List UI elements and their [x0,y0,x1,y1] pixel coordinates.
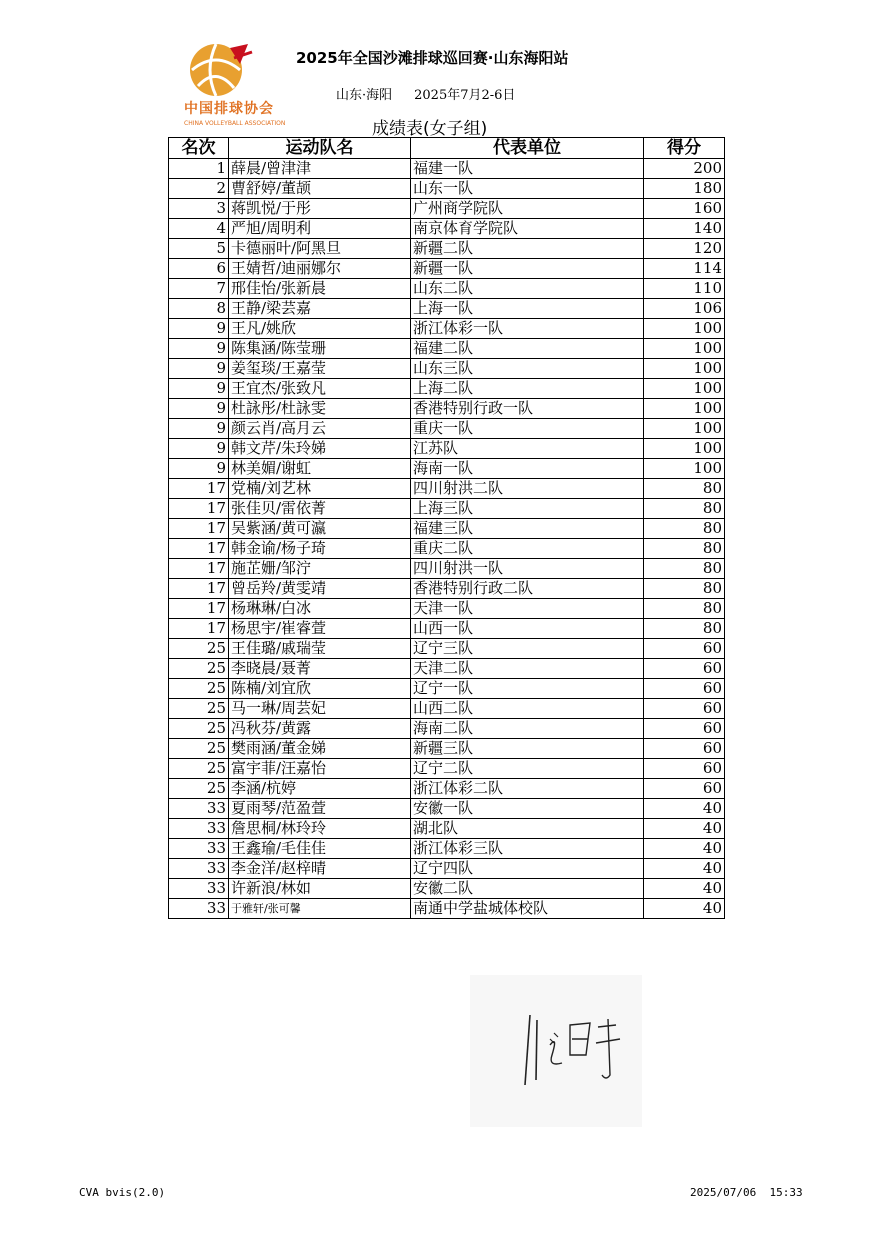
unit-cell: 浙江体彩一队 [411,319,644,339]
rank-cell: 25 [169,639,229,659]
points-cell: 40 [644,899,725,919]
logo-chinese-text: 中国排球协会 [184,101,274,117]
table-row [169,279,725,299]
table-row [169,499,725,519]
points-cell: 60 [644,739,725,759]
team-cell: 曾岳羚/黄雯靖 [229,579,411,599]
rank-cell: 17 [169,619,229,639]
rank-cell: 4 [169,219,229,239]
table-title: 成绩表(女子组) [372,119,488,139]
unit-cell: 上海一队 [411,299,644,319]
unit-cell: 新疆三队 [411,739,644,759]
footer-software-version: CVA bvis(2.0) [79,1186,166,1199]
table-row [169,339,725,359]
unit-cell: 山西一队 [411,619,644,639]
unit-cell: 江苏队 [411,439,644,459]
points-cell: 60 [644,639,725,659]
team-cell: 党楠/刘艺林 [229,479,411,499]
team-cell: 韩金谕/杨子琦 [229,539,411,559]
team-cell: 王鑫瑜/毛佳佳 [229,839,411,859]
rank-cell: 33 [169,899,229,919]
event-location: 山东·海阳 [336,88,393,103]
table-row [169,319,725,339]
points-cell: 60 [644,759,725,779]
table-header-row [169,138,725,159]
unit-cell: 四川射洪一队 [411,559,644,579]
unit-cell: 香港特别行政一队 [411,399,644,419]
cva-logo [178,40,286,132]
unit-cell: 福建三队 [411,519,644,539]
points-cell: 100 [644,339,725,359]
team-cell: 李晓晨/聂菁 [229,659,411,679]
table-row [169,619,725,639]
table-row [169,859,725,879]
points-cell: 60 [644,659,725,679]
points-cell: 120 [644,239,725,259]
points-cell: 80 [644,479,725,499]
rank-cell: 17 [169,479,229,499]
points-cell: 80 [644,519,725,539]
unit-cell: 辽宁一队 [411,679,644,699]
table-row [169,459,725,479]
unit-cell: 山西二队 [411,699,644,719]
table-row [169,639,725,659]
table-row [169,779,725,799]
rank-cell: 33 [169,799,229,819]
rank-cell: 9 [169,319,229,339]
points-cell: 100 [644,439,725,459]
points-cell: 100 [644,359,725,379]
logo-english-text: CHINA VOLLEYBALL ASSOCIATION [184,120,286,127]
team-cell: 王婧哲/迪丽娜尔 [229,259,411,279]
column-header-team: 运动队名 [229,138,411,159]
rank-cell: 9 [169,359,229,379]
handwritten-signature-icon [470,975,642,1127]
unit-cell: 重庆一队 [411,419,644,439]
rank-cell: 25 [169,779,229,799]
team-cell: 杨琳琳/白冰 [229,599,411,619]
table-row [169,599,725,619]
table-row [169,739,725,759]
points-cell: 100 [644,399,725,419]
team-cell: 严旭/周明利 [229,219,411,239]
team-cell: 王宜杰/张致凡 [229,379,411,399]
team-cell: 曹舒婷/董颉 [229,179,411,199]
points-cell: 60 [644,719,725,739]
unit-cell: 湖北队 [411,819,644,839]
unit-cell: 安徽二队 [411,879,644,899]
unit-cell: 重庆二队 [411,539,644,559]
footer-timestamp: 2025/07/06 15:33 [690,1186,803,1199]
rank-cell: 25 [169,699,229,719]
table-row [169,719,725,739]
table-row [169,199,725,219]
points-cell: 106 [644,299,725,319]
rank-cell: 25 [169,659,229,679]
unit-cell: 四川射洪二队 [411,479,644,499]
volleyball-logo-icon [178,40,274,100]
table-row [169,379,725,399]
team-cell: 林美媚/谢虹 [229,459,411,479]
table-row [169,159,725,179]
unit-cell: 海南二队 [411,719,644,739]
team-cell: 李金洋/赵梓晴 [229,859,411,879]
rank-cell: 17 [169,499,229,519]
unit-cell: 浙江体彩二队 [411,779,644,799]
table-row [169,679,725,699]
rank-cell: 7 [169,279,229,299]
rank-cell: 17 [169,559,229,579]
team-cell: 富宇菲/汪嘉怡 [229,759,411,779]
unit-cell: 新疆一队 [411,259,644,279]
table-row [169,259,725,279]
unit-cell: 安徽一队 [411,799,644,819]
table-row [169,179,725,199]
table-row [169,359,725,379]
points-cell: 160 [644,199,725,219]
unit-cell: 山东三队 [411,359,644,379]
unit-cell: 上海三队 [411,499,644,519]
points-cell: 80 [644,579,725,599]
team-cell: 张佳贝/雷依菁 [229,499,411,519]
team-cell: 许新浪/林如 [229,879,411,899]
points-cell: 110 [644,279,725,299]
table-row [169,879,725,899]
team-cell: 陈楠/刘宜欣 [229,679,411,699]
rank-cell: 25 [169,739,229,759]
table-row [169,659,725,679]
points-cell: 40 [644,879,725,899]
rank-cell: 2 [169,179,229,199]
points-cell: 60 [644,779,725,799]
table-row [169,759,725,779]
rank-cell: 33 [169,859,229,879]
team-cell: 于雅轩/张可馨 [229,899,411,919]
event-subtitle [336,84,515,103]
table-row [169,699,725,719]
event-date: 2025年7月2-6日 [414,88,516,103]
unit-cell: 海南一队 [411,459,644,479]
table-row [169,299,725,319]
table-row [169,419,725,439]
rank-cell: 9 [169,339,229,359]
rank-cell: 17 [169,579,229,599]
rank-cell: 6 [169,259,229,279]
results-table-body [169,159,725,919]
unit-cell: 天津一队 [411,599,644,619]
rank-cell: 25 [169,759,229,779]
team-cell: 吴紫涵/黄可瀛 [229,519,411,539]
unit-cell: 辽宁三队 [411,639,644,659]
unit-cell: 辽宁二队 [411,759,644,779]
team-cell: 王凡/姚欣 [229,319,411,339]
rank-cell: 5 [169,239,229,259]
points-cell: 140 [644,219,725,239]
points-cell: 80 [644,599,725,619]
rank-cell: 9 [169,379,229,399]
unit-cell: 广州商学院队 [411,199,644,219]
unit-cell: 南京体育学院队 [411,219,644,239]
results-table [168,137,725,919]
team-cell: 蒋凯悦/于彤 [229,199,411,219]
event-title: 2025年全国沙滩排球巡回赛·山东海阳站 [296,49,569,67]
points-cell: 80 [644,619,725,639]
team-cell: 卡德丽叶/阿黑旦 [229,239,411,259]
unit-cell: 山东二队 [411,279,644,299]
unit-cell: 新疆二队 [411,239,644,259]
points-cell: 40 [644,819,725,839]
points-cell: 100 [644,319,725,339]
team-cell: 薛晨/曾津津 [229,159,411,179]
points-cell: 40 [644,859,725,879]
table-row [169,519,725,539]
points-cell: 200 [644,159,725,179]
rank-cell: 25 [169,719,229,739]
team-cell: 马一琳/周芸妃 [229,699,411,719]
rank-cell: 17 [169,519,229,539]
rank-cell: 17 [169,599,229,619]
unit-cell: 福建二队 [411,339,644,359]
team-cell: 邢佳怡/张新晨 [229,279,411,299]
table-row [169,799,725,819]
unit-cell: 天津二队 [411,659,644,679]
team-cell: 韩文芹/朱玲娣 [229,439,411,459]
rank-cell: 1 [169,159,229,179]
points-cell: 60 [644,699,725,719]
unit-cell: 南通中学盐城体校队 [411,899,644,919]
team-cell: 冯秋芬/黄露 [229,719,411,739]
unit-cell: 福建一队 [411,159,644,179]
unit-cell: 香港特别行政二队 [411,579,644,599]
rank-cell: 33 [169,839,229,859]
team-cell: 施芷姗/邹泞 [229,559,411,579]
table-row [169,559,725,579]
team-cell: 王静/梁芸嘉 [229,299,411,319]
table-row [169,819,725,839]
points-cell: 80 [644,559,725,579]
team-cell: 陈集涵/陈莹珊 [229,339,411,359]
points-cell: 100 [644,459,725,479]
rank-cell: 25 [169,679,229,699]
team-cell: 姜玺琰/王嘉莹 [229,359,411,379]
unit-cell: 浙江体彩三队 [411,839,644,859]
points-cell: 60 [644,679,725,699]
table-row [169,839,725,859]
column-header-points: 得分 [644,138,725,159]
points-cell: 80 [644,499,725,519]
table-row [169,479,725,499]
rank-cell: 33 [169,879,229,899]
team-cell: 李涵/杭婷 [229,779,411,799]
table-row [169,539,725,559]
table-row [169,439,725,459]
rank-cell: 9 [169,439,229,459]
team-cell: 樊雨涵/董金娣 [229,739,411,759]
table-row [169,579,725,599]
team-cell: 颜云肖/高月云 [229,419,411,439]
rank-cell: 9 [169,419,229,439]
points-cell: 40 [644,799,725,819]
points-cell: 114 [644,259,725,279]
team-cell: 杨思宇/崔睿萱 [229,619,411,639]
table-row [169,399,725,419]
rank-cell: 8 [169,299,229,319]
points-cell: 180 [644,179,725,199]
unit-cell: 上海二队 [411,379,644,399]
team-cell: 夏雨琴/范盈萱 [229,799,411,819]
team-cell: 王佳璐/戚瑞莹 [229,639,411,659]
table-row [169,239,725,259]
team-cell: 杜詠彤/杜詠雯 [229,399,411,419]
column-header-unit: 代表单位 [411,138,644,159]
table-row [169,219,725,239]
team-cell: 詹思桐/林玲玲 [229,819,411,839]
column-header-rank: 名次 [169,138,229,159]
table-row [169,899,725,919]
rank-cell: 9 [169,459,229,479]
points-cell: 40 [644,839,725,859]
unit-cell: 山东一队 [411,179,644,199]
signature-image [470,975,642,1127]
points-cell: 100 [644,379,725,399]
rank-cell: 3 [169,199,229,219]
unit-cell: 辽宁四队 [411,859,644,879]
rank-cell: 17 [169,539,229,559]
points-cell: 80 [644,539,725,559]
rank-cell: 33 [169,819,229,839]
rank-cell: 9 [169,399,229,419]
points-cell: 100 [644,419,725,439]
